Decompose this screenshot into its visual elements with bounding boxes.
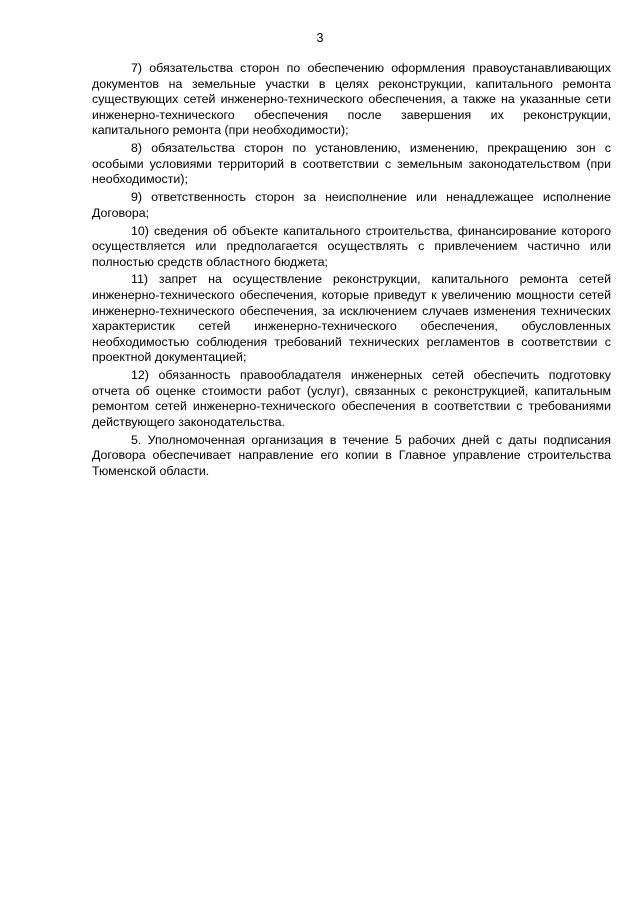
paragraph-item-10: 10) сведения об объекте капитального строительства, финансирование которого осуществляется или предполагается осуществлять с привлечением частично или полностью средств областного бюджета; [92,223,611,269]
paragraph-section-5: 5. Уполномоченная организация в течение 5 рабочих дней с даты подписания Договора обеспечивает направление его копии в Главное управление строительства Тюменской области. [92,432,611,478]
paragraph-item-9: 9) ответственность сторон за неисполнение или ненадлежащее исполнение Договора; [92,190,611,220]
paragraph-item-11: 11) запрет на осуществление реконструкции, капитального ремонта сетей инженерно-технического обеспечения, которые приведут к увеличению мощности сетей инженерно-технического обеспечения, за исключением случаев изменения технических характеристик сетей инженерно-технического обеспечения, обусловленных необходимостью соблюдения требований технических регламентов в соответствии с проектной документацией; [92,272,611,365]
paragraph-item-12: 12) обязанность правообладателя инженерных сетей обеспечить подготовку отчета об оценке стоимости работ (услуг), связанных с реконструкцией, капитальным ремонтом сетей инженерно-технического обеспечения в соответствии с требованиями действующего законодательства. [92,368,611,429]
paragraph-item-8: 8) обязательства сторон по установлению, изменению, прекращению зон с особыми условиями территорий в соответствии с земельным законодательством (при необходимости); [92,141,611,187]
document-body [92,61,611,482]
paragraph-item-7: 7) обязательства сторон по обеспечению оформления правоустанавливающих документов на земельные участки в целях реконструкции, капитального ремонта существующих сетей инженерно-технического обеспечения, а также на указанные сети инженерно-технического обеспечения после завершения их реконструкции, капитального ремонта (при необходимости); [92,61,611,138]
page-number: 3 [316,31,324,45]
